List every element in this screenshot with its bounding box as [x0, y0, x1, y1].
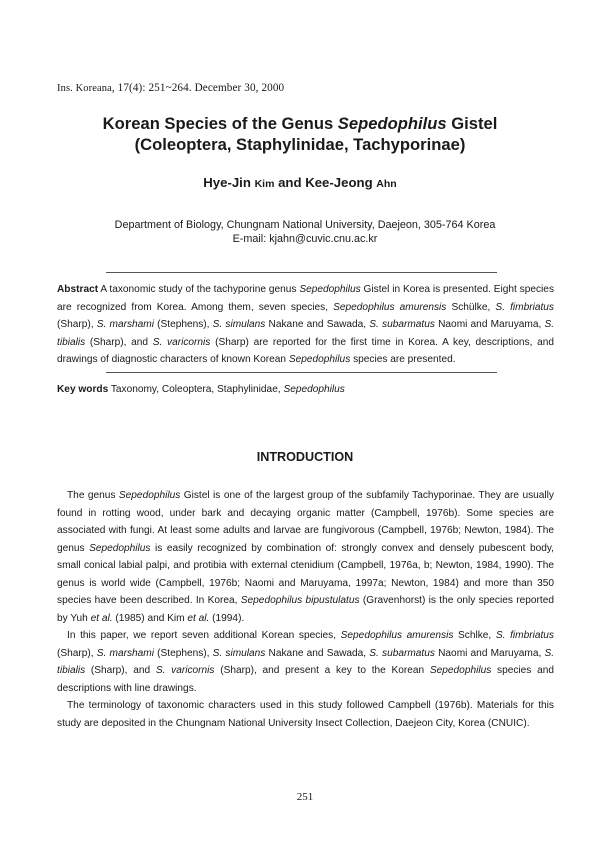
page-number: 251	[296, 791, 314, 803]
paper-title	[0, 113, 600, 155]
paragraph: In this paper, we report seven additional Korean species, Sepedophilus amurensis Schlke, S. fimbriatus (Sharp), S. marshami (Stephens), S. simulans Nakane and Sawada, S. subarmatus Naomi and Maruyama, S. tibialis (Sharp), and S. varicornis (Sharp), and present a key to the Korean Sepedophilus species and descriptions with line drawings.	[57, 630, 555, 694]
title-genus: Sepedophilus	[337, 114, 447, 133]
author-2-surname: Ahn	[376, 178, 397, 190]
abstract: Abstract A taxonomic study of the tachyporine genus Sepedophilus Gistel in Korea is presented. Eight species are recognized from Korea. Among them, seven species, Sepedophilus amurensis Schülke, S. fimbriatus (Sharp), S. marshami (Stephens), S. simulans Nakane and Sawada, S. subarmatus Naomi and Maruyama, S. tibialis (Sharp), and S. varicornis (Sharp) are reported for the first time in Korea. A key, descriptions, and drawings of diagnostic characters of known Korean Sepedophilus species are presented.	[57, 284, 555, 365]
keywords: Key words Taxonomy, Coleoptera, Staphylinidae, Sepedophilus	[57, 384, 345, 395]
journal-name: Ins. Korean	[57, 83, 108, 94]
paragraph: The terminology of taxonomic characters used in this study followed Campbell (1976b). Materials for this study are deposited in the Chungnam National University Insect Collection, Daejeon City, Korea (CNUIC).	[57, 700, 554, 729]
journal-name-end: a	[107, 83, 112, 94]
affiliation-block	[0, 218, 600, 246]
title-line-2: (Coleoptera, Staphylinidae, Tachyporinae)	[134, 135, 466, 154]
author-line: Hye-Jin Kim and Kee-Jeong Ahn	[203, 175, 397, 190]
title-line-1: Korean Species of the Genus Sepedophilus Gistel	[102, 114, 498, 133]
paragraph: The genus Sepedophilus Gistel is one of the largest group of the subfamily Tachyporinae. They are usually found in rotting wood, under bark and decaying organic matter (Campbell, 1976b). Some species are associated with fungi. At least some adults and larvae are fungivorous (Campbell, 1976b; Newton, 1984). The genus Sepedophilus is easily recognized by combination of: strongly convex and densely pubescent body, small conical labial palpi, and protibia with external ctenidium (Campbell, 1976a, b; Newton, 1984, 1990). The genus is world wide (Campbell, 1976b; Naomi and Maruyama, 1997a; Newton, 1984) and more than 350 species have been described. In Korea, Sepedophilus bipustulatus (Gravenhorst) is the only species reported by Yuh et al. (1985) and Kim et al. (1994).	[57, 490, 554, 624]
abstract-label: Abstract	[57, 284, 99, 295]
keywords-label: Key words	[57, 384, 109, 395]
abstract-top-rule	[106, 272, 497, 273]
author-1-surname: Kim	[254, 178, 275, 190]
journal-volume-date: , 17(4): 251~264. December 30, 2000	[111, 82, 285, 94]
introduction-body	[57, 487, 554, 732]
abstract-bottom-rule	[106, 372, 497, 373]
section-heading-introduction: INTRODUCTION	[256, 450, 354, 464]
email-address: E-mail: kjahn@cuvic.cnu.ac.kr	[232, 233, 378, 245]
department-address: Department of Biology, Chungnam National University, Daejeon, 305-764 Korea	[114, 219, 496, 231]
journal-citation	[57, 82, 284, 94]
